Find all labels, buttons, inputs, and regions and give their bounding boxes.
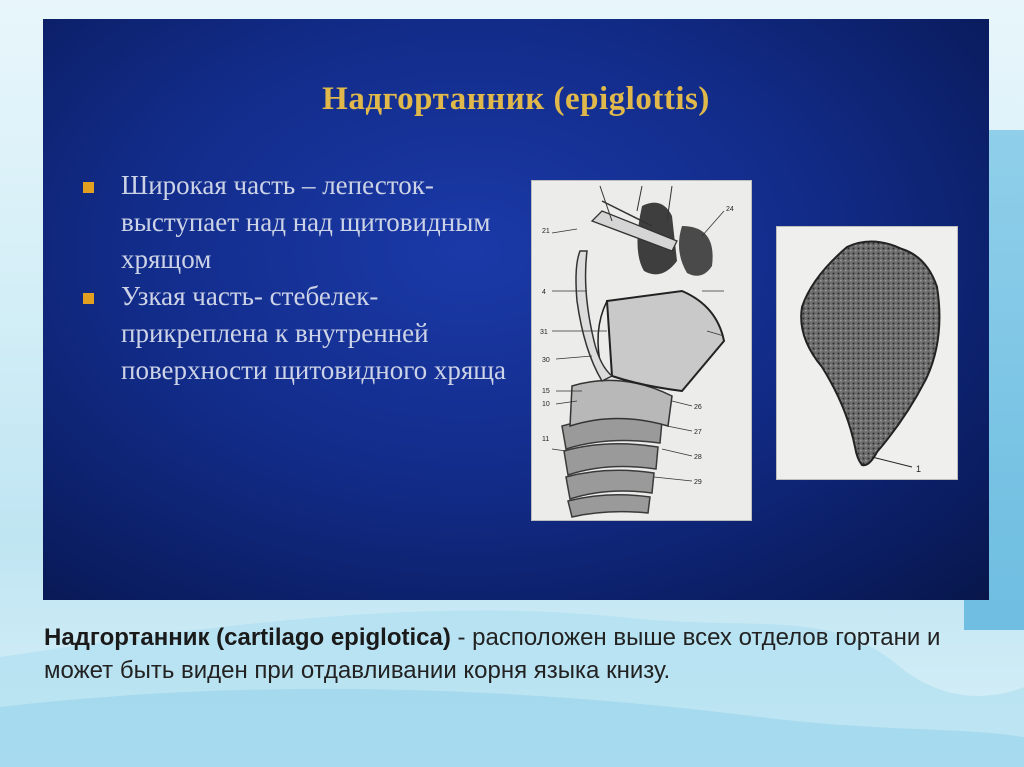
figure-label: 11: [542, 436, 550, 443]
figure-label: 15: [542, 388, 550, 395]
figure-label: 27: [694, 429, 702, 436]
epiglottis-illustration: [776, 226, 958, 480]
slide-title: Надгортанник (epiglottis): [322, 81, 710, 117]
figure-label: 28: [694, 454, 702, 461]
figure-label: 21: [542, 228, 550, 235]
bullet-list: [83, 167, 513, 389]
epiglottis-drawing: [777, 227, 957, 479]
caption: [44, 621, 984, 687]
figure-label: 30: [542, 357, 550, 364]
bullet-text: Узкая часть- стебелек- прикреплена к внутренней поверхности щитовидного хряща: [121, 281, 507, 385]
figure-label: 4: [542, 289, 546, 296]
figure-label: 1: [916, 464, 922, 474]
larynx-illustration: [531, 180, 752, 521]
figure-label: 10: [542, 401, 550, 408]
bullet-item: [83, 167, 513, 278]
larynx-drawing: [532, 181, 751, 520]
bullet-marker-icon: [83, 293, 94, 304]
caption-term: Надгортанник (cartilago epiglotica): [44, 624, 451, 651]
figure-label: 31: [540, 329, 548, 336]
slide-image: [43, 19, 989, 600]
figure-label: 26: [694, 404, 702, 411]
caption-text: - расположен выше всех отделов гортани и может быть виден при отдавливании корня языка книзу.: [44, 624, 941, 684]
figure-label: 29: [694, 479, 702, 486]
figure-label: 24: [726, 206, 734, 213]
bullet-text: Широкая часть – лепесток- выступает над над щитовидным хрящом: [121, 170, 491, 274]
bullet-marker-icon: [83, 182, 94, 193]
bullet-item: [83, 278, 513, 389]
